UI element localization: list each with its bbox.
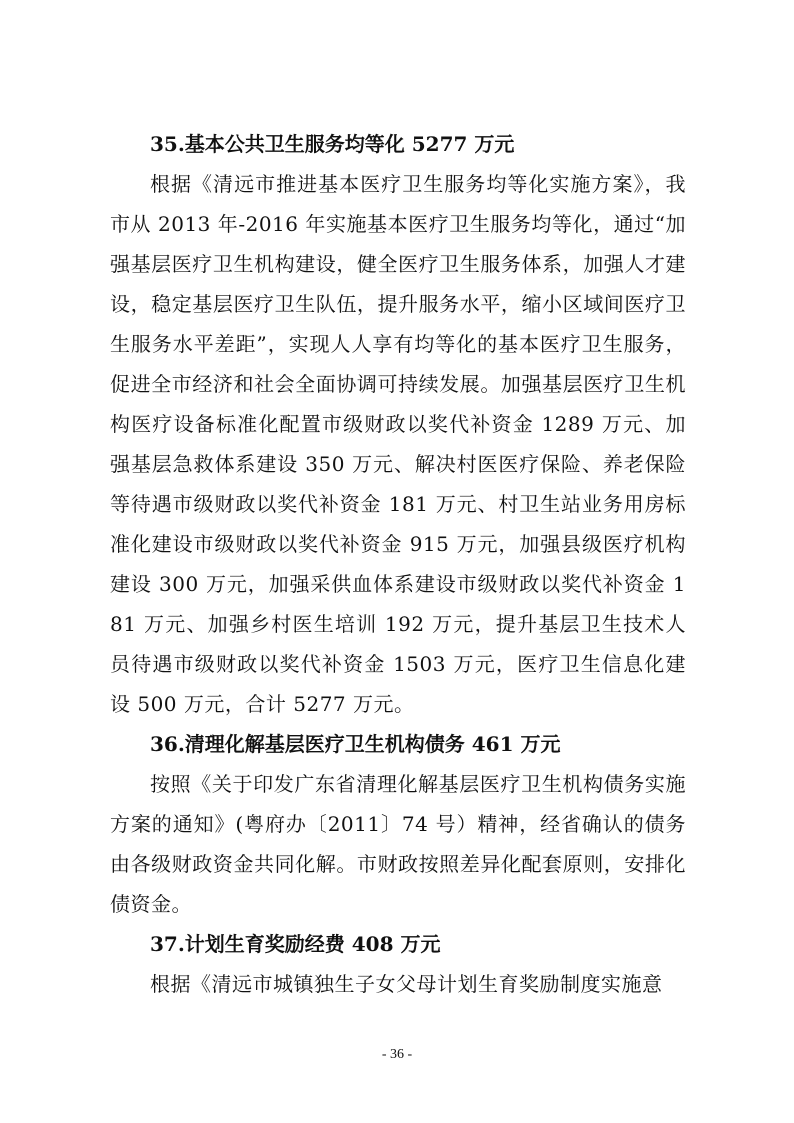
section-body-35: 根据《清远市推进基本医疗卫生服务均等化实施方案》，我市从 2013 年-2016 年实施基本医疗卫生服务均等化，通过“加强基层医疗卫生机构建设，健全医疗卫生服务体系，加强人才建设，稳定基层医疗卫生队伍，提升服务水平，缩小区域间医疗卫生服务水平差距”，实现人人享有均等化的基本医疗卫生服务，促进全市经济和社会全面协调可持续发展。加强基层医疗卫生机构医疗设备标准化配置市级财政以奖代补资金 1289 万元、加强基层急救体系建设 350 万元、解决村医医疗保险、养老保险等待遇市级财政以奖代补资金 181 万元、村卫生站业务用房标准化建设市级财政以奖代补资金 915 万元，加强县级医疗机构建设 300 万元，加强采供血体系建设市级财政以奖代补资金 181 万元、加强乡村医生培训 192 万元，提升基层卫生技术人员待遇市级财政以奖代补资金 1503 万元，医疗卫生信息化建设 500 万元，合计 5277 万元。 xyxy=(110,172,686,716)
document-page xyxy=(110,124,686,1004)
page-number: - 36 - xyxy=(381,1047,413,1062)
section-body-36: 按照《关于印发广东省清理化解基层医疗卫生机构债务实施方案的通知》(粤府办〔2011〕74 号）精神，经省确认的债务由各级财政资金共同化解。市财政按照差异化配套原则，安排化债资金。 xyxy=(110,772,686,916)
section-heading-36: 36.清理化解基层医疗卫生机构债务 461 万元 xyxy=(150,732,561,756)
section-heading-37: 37.计划生育奖励经费 408 万元 xyxy=(150,932,441,956)
section-body-37: 根据《清远市城镇独生子女父母计划生育奖励制度实施意 xyxy=(150,972,663,996)
section-heading-35: 35.基本公共卫生服务均等化 5277 万元 xyxy=(150,132,515,156)
